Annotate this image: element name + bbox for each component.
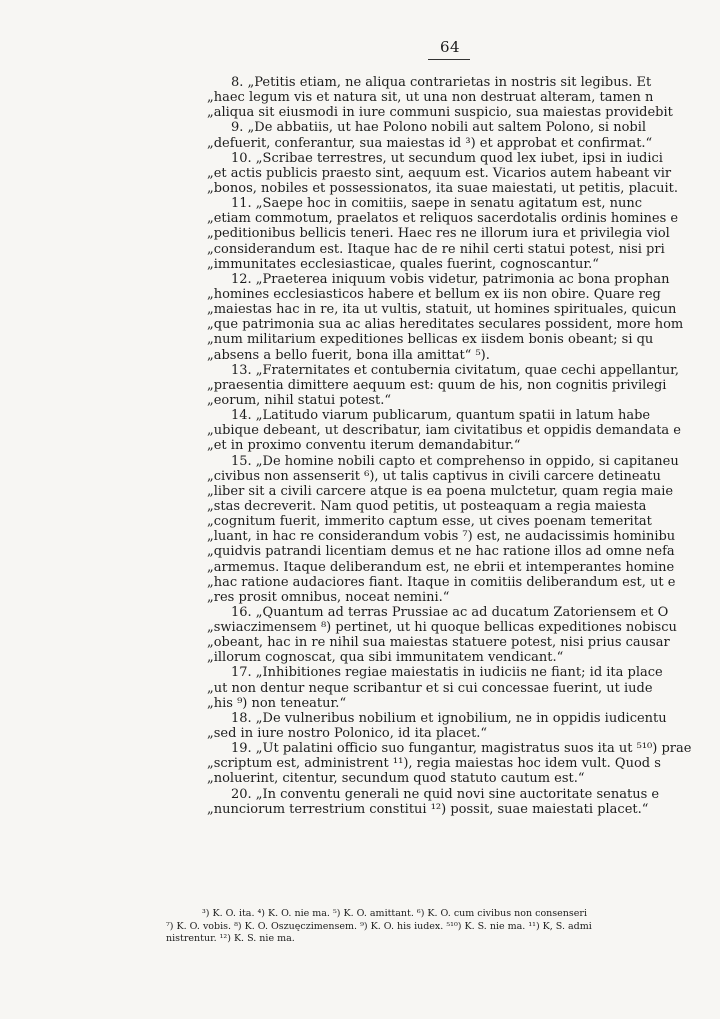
text-line: „hac ratione audaciores fiant. Itaque in comitiis deliberandum est, ut e (207, 574, 676, 590)
text-line: „illorum cognoscat, qua sibi immunitatem vendicant.“ (207, 650, 564, 666)
text-line: „his ⁹) non teneatur.“ (207, 695, 347, 711)
footnotes (166, 908, 720, 946)
text-line: „nunciorum terrestrium constitui ¹²) possit, suae maiestati placet.“ (207, 801, 649, 817)
text-line: „scriptum est, administrent ¹¹), regia maiestas hoc idem vult. Quod s (207, 756, 661, 772)
text-line: „immunitates ecclesiasticae, quales fuerint, cognoscantur.“ (207, 256, 599, 272)
text-line: „obeant, hac in re nihil sua maiestas statuere potest, nisi prius causar (207, 635, 670, 651)
body-text (207, 75, 720, 817)
text-line: 19. „Ut palatini officio suo fungantur, magistratus suos ita ut ⁵¹⁰) prae (231, 741, 692, 757)
text-line: 14. „Latitudo viarum publicarum, quantum spatii in latum habe (231, 408, 651, 424)
text-line: „swiaczimensem ⁸) pertinet, ut hi quoque bellicas expeditiones nobiscu (207, 620, 677, 636)
text-line: 13. „Fraternitates et contubernia civitatum, quae cechi appellantur, (231, 362, 679, 378)
text-line: „peditionibus bellicis teneri. Haec res ne illorum iura et privilegia viol (207, 226, 670, 242)
footnote-line: ³) K. O. ita. ⁴) K. O. nie ma. ⁵) K. O. amittant. ⁶) K. O. cum civibus non consenseri (202, 908, 587, 919)
text-line: 15. „De homine nobili capto et comprehenso in oppido, si capitaneu (231, 453, 679, 469)
text-line: 16. „Quantum ad terras Prussiae ac ad ducatum Zatoriensem et O (231, 604, 669, 620)
text-line: „bonos, nobiles et possessionatos, ita suae maiestati, ut petitis, placuit. (207, 180, 678, 196)
text-line: 8. „Petitis etiam, ne aliqua contrarietas in nostris sit legibus. Et (231, 75, 652, 90)
text-line: 9. „De abbatiis, ut hae Polono nobili aut saltem Polono, si nobil (231, 120, 647, 136)
footnote-line: nistrentur. ¹²) K. S. nie ma. (166, 933, 295, 944)
text-line: „et in proximo conventu iterum demandabitur.“ (207, 438, 521, 454)
text-line: „praesentia dimittere aequum est: quum de his, non cognitis privilegi (207, 377, 667, 393)
text-line: „maiestas hac in re, ita ut vultis, statuit, ut homines spirituales, quicun (207, 302, 677, 318)
text-line: „et actis publicis praesto sint, aequum est. Vicarios autem habeant vir (207, 165, 672, 181)
text-line: „ubique debeant, ut describatur, iam civitatibus et oppidis demandata e (207, 423, 681, 439)
text-line: „etiam commotum, praelatos et reliquos sacerdotalis ordinis homines e (207, 211, 679, 227)
text-line: „defuerit, conferantur, sua maiestas id ³) et approbat et confirmat.“ (207, 135, 653, 151)
text-line: 12. „Praeterea iniquum vobis videtur, patrimonia ac bona prophan (231, 271, 670, 287)
text-line: „num militarium expeditiones bellicas ex iisdem bonis obeant; si qu (207, 332, 654, 348)
text-line: „ut non dentur neque scribantur et si cui concessae fuerint, ut iude (207, 680, 653, 696)
text-line: „armemus. Itaque deliberandum est, ne ebrii et intemperantes homine (207, 559, 675, 575)
text-line: „quidvis patrandi licentiam demus et ne hac ratione illos ad omne nefa (207, 544, 675, 560)
text-line: „sed in iure nostro Polonico, id ita placet.“ (207, 726, 488, 742)
text-line: „aliqua sit eiusmodi in iure communi suspicio, sua maiestas providebit (207, 105, 673, 121)
text-line: „considerandum est. Itaque hac de re nihil certi statui potest, nisi pri (207, 241, 665, 257)
text-line: „haec legum vis et natura sit, ut una non destruat alteram, tamen n (207, 90, 654, 106)
text-line: „res prosit omnibus, noceat nemini.“ (207, 589, 450, 605)
text-line: „que patrimonia sua ac alias hereditates seculares possident, more hom (207, 317, 684, 333)
text-line: „homines ecclesiasticos habere et bellum ex iis non obire. Quare reg (207, 286, 661, 302)
text-line: 18. „De vulneribus nobilium et ignobilium, ne in oppidis iudicentu (231, 710, 667, 726)
page-number-rule (428, 59, 470, 60)
text-line: „absens a bello fuerit, bona illa amittat“ ⁵). (207, 347, 490, 363)
text-line: „luant, in hac re considerandum vobis ⁷) est, ne audacissimis hominibu (207, 529, 676, 545)
text-line: „stas decreverit. Nam quod petitis, ut posteaquam a regia maiesta (207, 498, 647, 514)
text-line: „civibus non assenserit ⁶), ut talis captivus in civili carcere detineatu (207, 468, 661, 484)
text-line: „liber sit a civili carcere atque is ea poena mulctetur, quam regia maie (207, 483, 674, 499)
text-line: „noluerint, citentur, secundum quod statuto cautum est.“ (207, 771, 585, 787)
text-line: 10. „Scribae terrestres, ut secundum quod lex iubet, ipsi in iudici (231, 150, 663, 166)
text-line: „eorum, nihil statui potest.“ (207, 392, 392, 408)
text-line: 17. „Inhibitiones regiae maiestatis in iudiciis ne fiant; id ita place (231, 665, 663, 681)
text-line: 20. „In conventu generali ne quid novi sine auctoritate senatus e (231, 786, 660, 802)
text-line: 11. „Saepe hoc in comitiis, saepe in senatu agitatum est, nunc (231, 196, 643, 212)
footnote-line: ⁷) K. O. vobis. ⁸) K. O. Oszuęczimensem. ⁹) K. O. his iudex. ⁵¹⁰) K. S. nie ma. ¹¹) K, S. admi (166, 920, 592, 932)
page-number: 64 (440, 38, 461, 56)
text-line: „cognitum fuerit, immerito captum esse, ut cives poenam temeritat (207, 514, 652, 530)
